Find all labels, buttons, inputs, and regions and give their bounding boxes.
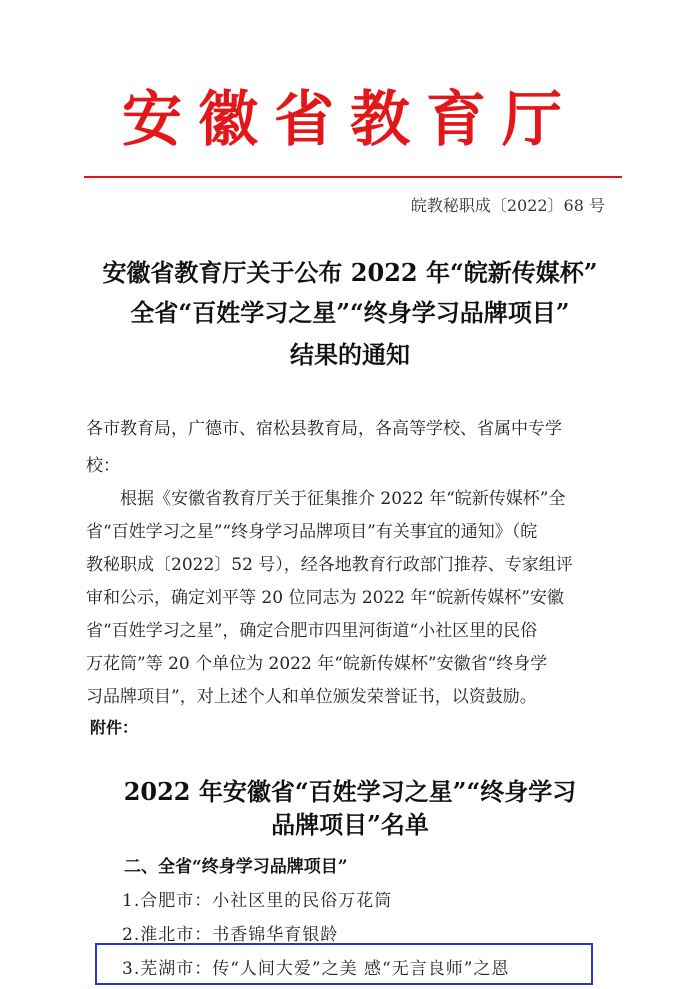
attachment-title-line-2: 品牌项目”名单 bbox=[271, 810, 429, 839]
body-text-line: 审和公示，确定刘平等 20 位同志为 2022 年“皖新传媒杯”安徽 bbox=[86, 588, 564, 608]
list-item: 3.芜湖市：传“人间大爱”之美 感“无言良师”之恩 bbox=[122, 959, 510, 979]
notice-title-line-1: 安徽省教育厅关于公布 2022 年“皖新传媒杯” bbox=[102, 258, 598, 287]
document-number: 皖教秘职成〔2022〕68 号 bbox=[410, 196, 605, 215]
body-text-line: 各市教育局，广德市、宿松县教育局，各高等学校、省属中专学 bbox=[86, 419, 562, 439]
body-text-line: 万花筒”等 20 个单位为 2022 年“皖新传媒杯”安徽省“终身学 bbox=[86, 654, 548, 674]
body-text-line: 省“百姓学习之星”，确定合肥市四里河街道“小社区里的民俗 bbox=[86, 621, 538, 641]
notice-title-line-3: 结果的通知 bbox=[290, 340, 410, 369]
notice-title-line-2: 全省“百姓学习之星”“终身学习品牌项目” bbox=[130, 298, 570, 327]
header-divider bbox=[84, 176, 622, 178]
body-text-line: 省“百姓学习之星”“终身学习品牌项目”有关事宜的通知》（皖 bbox=[86, 522, 538, 542]
list-item: 2.淮北市：书香锦华育银龄 bbox=[122, 925, 339, 945]
organization-header: 安徽省教育厅 bbox=[122, 85, 578, 155]
body-text-line: 教秘职成〔2022〕52 号），经各地教育行政部门推荐、专家组评 bbox=[86, 555, 573, 575]
attachment-label: 附件： bbox=[90, 718, 139, 737]
body-text-line: 习品牌项目”，对上述个人和单位颁发荣誉证书，以资鼓励。 bbox=[86, 687, 537, 707]
highlight-annotation-box bbox=[95, 943, 593, 985]
attachment-title-line-1: 2022 年安徽省“百姓学习之星”“终身学习 bbox=[123, 777, 577, 806]
section-heading: 二、全省“终身学习品牌项目” bbox=[124, 857, 348, 877]
body-text-line: 根据《安徽省教育厅关于征集推介 2022 年“皖新传媒杯”全 bbox=[86, 489, 566, 509]
list-item: 1.合肥市：小社区里的民俗万花筒 bbox=[122, 891, 393, 911]
body-text-line: 校： bbox=[86, 456, 120, 476]
